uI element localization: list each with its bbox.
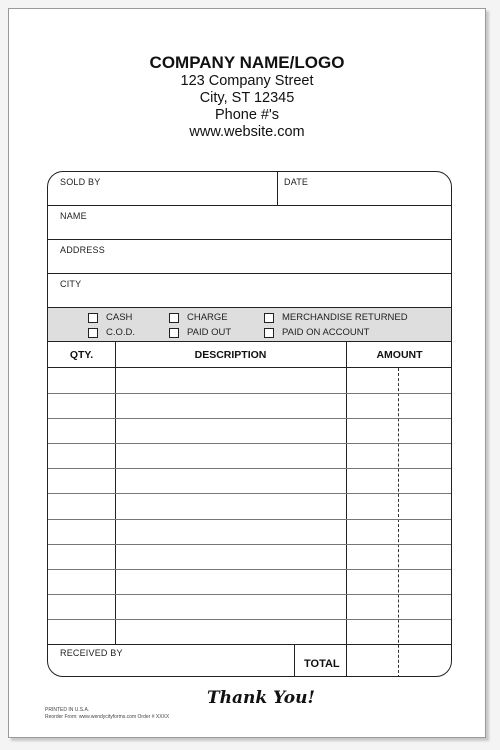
- date-label: DATE: [284, 177, 309, 187]
- cash-label: CASH: [106, 312, 133, 323]
- amount-header: AMOUNT: [376, 349, 423, 361]
- merchandise-returned-label: MERCHANDISE RETURNED: [282, 312, 408, 323]
- payment-options: [48, 308, 451, 342]
- thank-you: Thank You!: [207, 688, 315, 708]
- printed-in-usa: PRINTED IN U.S.A.: [45, 707, 90, 713]
- line-item-row[interactable]: [48, 418, 452, 419]
- reorder-info: Reorder From: www.wendycityforms.com Order # XXXX: [45, 714, 170, 720]
- name-label: NAME: [60, 211, 87, 221]
- received-by-divider: [294, 644, 295, 677]
- cod-checkbox[interactable]: [88, 328, 98, 338]
- paid-out-checkbox[interactable]: [169, 328, 179, 338]
- paid-on-account-label: PAID ON ACCOUNT: [282, 327, 370, 338]
- total-label: TOTAL: [304, 658, 340, 670]
- charge-checkbox[interactable]: [169, 313, 179, 323]
- description-header: DESCRIPTION: [194, 349, 267, 361]
- sold-by-row: [48, 172, 451, 206]
- line-item-row[interactable]: [48, 619, 452, 620]
- paid-out-label: PAID OUT: [187, 327, 232, 338]
- qty-header: QTY.: [69, 349, 94, 361]
- address-row[interactable]: [48, 240, 451, 274]
- company-name: COMPANY NAME/LOGO: [149, 53, 345, 72]
- line-item-row[interactable]: [48, 519, 452, 520]
- company-website: www.website.com: [189, 124, 305, 140]
- line-item-row[interactable]: [48, 493, 452, 494]
- company-street: 123 Company Street: [180, 73, 314, 89]
- company-phone: Phone #'s: [214, 107, 280, 123]
- table-header: [48, 342, 451, 368]
- line-item-row[interactable]: [48, 468, 452, 469]
- city-label: CITY: [60, 279, 82, 289]
- address-label: ADDRESS: [60, 245, 105, 255]
- line-item-row[interactable]: [48, 644, 452, 645]
- cash-checkbox[interactable]: [88, 313, 98, 323]
- line-item-row[interactable]: [48, 544, 452, 545]
- sales-form: [47, 171, 452, 677]
- line-item-row[interactable]: [48, 594, 452, 595]
- charge-label: CHARGE: [187, 312, 228, 323]
- paid-on-account-checkbox[interactable]: [264, 328, 274, 338]
- merchandise-returned-checkbox[interactable]: [264, 313, 274, 323]
- company-city-state: City, ST 12345: [199, 90, 295, 106]
- form-sheet: [8, 8, 486, 738]
- line-item-row[interactable]: [48, 393, 452, 394]
- sold-by-label: SOLD BY: [60, 177, 101, 187]
- city-row[interactable]: [48, 274, 451, 308]
- company-header: [9, 53, 485, 141]
- cents-divider: [398, 368, 399, 677]
- cod-label: C.O.D.: [106, 327, 136, 338]
- sold-by-divider: [277, 172, 278, 206]
- received-by-label: RECEIVED BY: [60, 648, 123, 658]
- line-item-row[interactable]: [48, 569, 452, 570]
- name-row[interactable]: [48, 206, 451, 240]
- line-item-row[interactable]: [48, 443, 452, 444]
